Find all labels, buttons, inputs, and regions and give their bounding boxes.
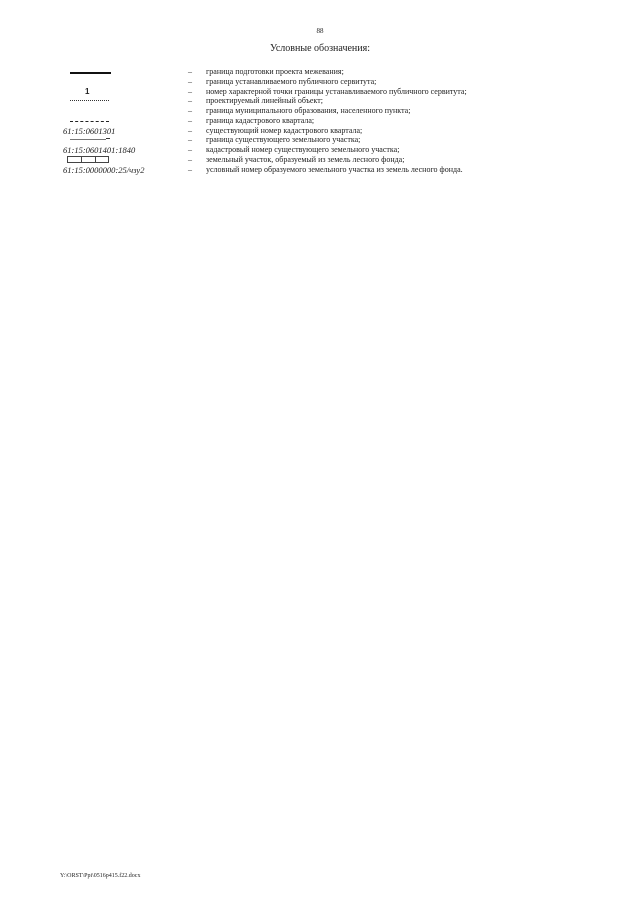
legend-title: Условные обозначения:: [269, 43, 370, 54]
point-number-symbol: [60, 87, 180, 97]
servitude-boundary-symbol: [60, 77, 180, 87]
cadastral-quarter-boundary-symbol: [60, 116, 180, 126]
dotted-line-icon: [70, 100, 109, 101]
legend-dash: –: [188, 125, 192, 135]
legend-row-existing-plot-number: [60, 145, 580, 155]
legend-row-project-boundary: [60, 67, 580, 77]
file-path-footer: Y:\ORST\Ppi\0516p415.f22.docx: [60, 873, 141, 879]
legend-row-cadastral-quarter-boundary: [60, 116, 580, 126]
legend-row-existing-plot-boundary: [60, 135, 580, 145]
legend-row-point-number: [60, 87, 580, 97]
legend-row-municipal-boundary: [60, 106, 580, 116]
forest-plot-box-icon: [67, 156, 109, 163]
conditional-number-code: 61:15:0000000:25/чзу2: [63, 164, 145, 175]
legend-dash: –: [188, 106, 192, 115]
legend-dash: –: [188, 86, 192, 96]
page-number: 88: [316, 27, 324, 35]
legend-dash: –: [188, 76, 192, 86]
existing-plot-number-code: 61:15:0601401:1840: [63, 145, 136, 155]
legend-description: земельный участок, образуемый из земель лесного фонда;: [206, 154, 405, 164]
legend-row-quarter-number: [60, 126, 580, 136]
legend-description: граница подготовки проекта межевания;: [206, 67, 344, 76]
legend-dash: –: [188, 135, 192, 145]
legend-dash: –: [188, 115, 192, 125]
legend-description: кадастровый номер существующего земельного участка;: [206, 145, 400, 154]
forest-plot-symbol: [60, 155, 180, 165]
legend-description: существующий номер кадастрового квартала;: [206, 125, 363, 135]
existing-plot-number-symbol: [60, 145, 180, 155]
legend-description: граница устанавливаемого публичного сервитута;: [206, 76, 377, 86]
legend-row-linear-object: [60, 96, 580, 106]
municipal-boundary-symbol: [60, 106, 180, 116]
existing-plot-boundary-symbol: [60, 135, 180, 145]
legend-description: номер характерной точки границы устанавливаемого публичного сервитута;: [206, 86, 467, 96]
quarter-number-code: 61:15:0601301: [63, 125, 116, 136]
legend-row-forest-plot: [60, 155, 580, 165]
linear-object-symbol: [60, 96, 180, 106]
legend-description: условный номер образуемого земельного участка из земель лесного фонда.: [206, 164, 463, 174]
legend-row-conditional-number: [60, 165, 580, 175]
line-end-icon: [106, 138, 110, 139]
legend-dash: –: [188, 67, 192, 76]
dashed-line-icon: [70, 121, 109, 122]
point-number-label: 1: [85, 86, 90, 96]
legend-description: граница муниципального образования, населенного пункта;: [206, 106, 411, 115]
legend-dash: –: [188, 154, 192, 164]
thick-line-icon: [70, 72, 111, 74]
conditional-number-symbol: [60, 165, 180, 175]
project-boundary-symbol: [60, 67, 180, 77]
legend-dash: –: [188, 96, 192, 106]
legend-description: проектируемый линейный объект;: [206, 96, 323, 106]
legend-row-servitude-boundary: [60, 77, 580, 87]
legend-dash: –: [188, 164, 192, 174]
quarter-number-symbol: [60, 126, 180, 136]
legend-dash: –: [188, 145, 192, 154]
legend-list: [60, 67, 580, 174]
thin-line-icon: [70, 139, 106, 140]
legend-description: граница существующего земельного участка;: [206, 135, 361, 145]
legend-description: граница кадастрового квартала;: [206, 115, 315, 125]
